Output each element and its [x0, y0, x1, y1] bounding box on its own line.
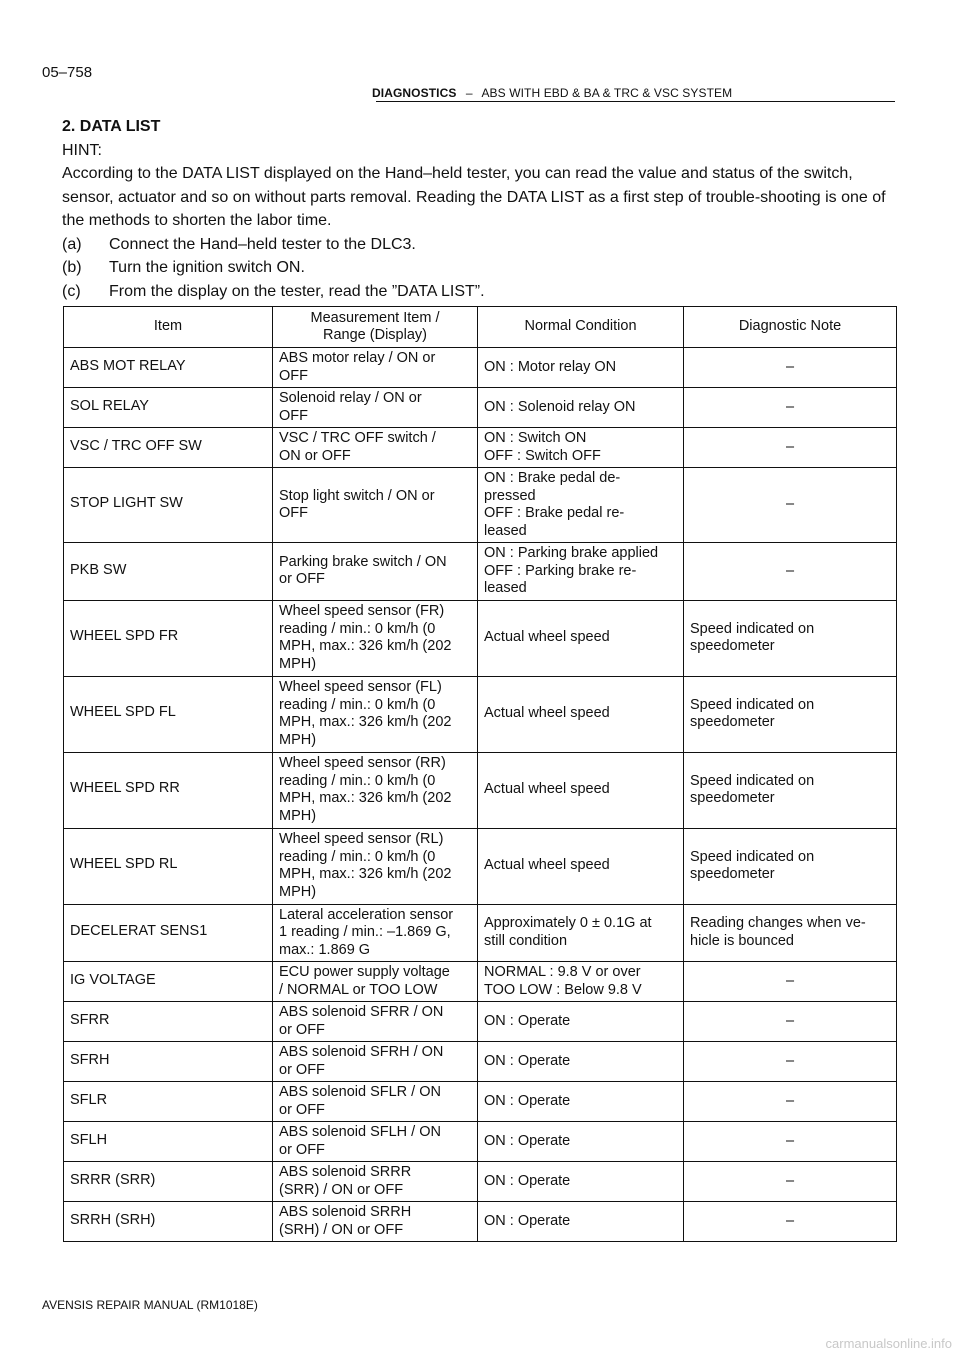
- row-item: IG VOLTAGE: [64, 962, 273, 1002]
- header-section: DIAGNOSTICS: [372, 86, 457, 100]
- row-measurement: ABS solenoid SRRH (SRH) / ON or OFF: [273, 1202, 478, 1242]
- row-diagnostic-note: –: [684, 1082, 897, 1122]
- row-normal-condition: ON : Solenoid relay ON: [478, 388, 684, 428]
- row-diagnostic-note: –: [684, 1002, 897, 1042]
- table-row: [64, 962, 897, 1002]
- row-item: DECELERAT SENS1: [64, 904, 273, 962]
- hint-text: According to the DATA LIST displayed on the Hand–held tester, you can read the value and status of the switch, sensor, actuator and so on without parts removal. Reading the DATA LIST as a first step of trouble-shooting is one of the methods to shorten the labor time.: [62, 165, 886, 229]
- table-row: [64, 676, 897, 752]
- row-measurement: VSC / TRC OFF switch / ON or OFF: [273, 428, 478, 468]
- header-diagnostic-note: Diagnostic Note: [684, 307, 897, 348]
- row-normal-condition: ON : Brake pedal de- pressed OFF : Brake pedal re- leased: [478, 468, 684, 543]
- running-header: [372, 86, 732, 100]
- table-row: [64, 428, 897, 468]
- content: [62, 115, 896, 303]
- row-measurement: Stop light switch / ON or OFF: [273, 468, 478, 543]
- table-row: [64, 752, 897, 828]
- row-measurement: Wheel speed sensor (FR) reading / min.: 0 km/h (0 MPH, max.: 326 km/h (202 MPH): [273, 600, 478, 676]
- row-normal-condition: Actual wheel speed: [478, 752, 684, 828]
- row-item: WHEEL SPD FR: [64, 600, 273, 676]
- row-normal-condition: Actual wheel speed: [478, 828, 684, 904]
- row-item: SFLR: [64, 1082, 273, 1122]
- row-item: STOP LIGHT SW: [64, 468, 273, 543]
- row-diagnostic-note: –: [684, 1202, 897, 1242]
- row-normal-condition: ON : Operate: [478, 1202, 684, 1242]
- row-diagnostic-note: Reading changes when ve- hicle is bounced: [684, 904, 897, 962]
- row-measurement: Parking brake switch / ON or OFF: [273, 543, 478, 601]
- table-row: [64, 468, 897, 543]
- row-item: WHEEL SPD RL: [64, 828, 273, 904]
- row-diagnostic-note: –: [684, 428, 897, 468]
- row-measurement: Solenoid relay / ON or OFF: [273, 388, 478, 428]
- header-rule: [376, 101, 895, 102]
- row-measurement: ABS solenoid SFRH / ON or OFF: [273, 1042, 478, 1082]
- table-row: [64, 1042, 897, 1082]
- row-measurement: Wheel speed sensor (FL) reading / min.: 0 km/h (0 MPH, max.: 326 km/h (202 MPH): [273, 676, 478, 752]
- row-normal-condition: ON : Parking brake applied OFF : Parking brake re- leased: [478, 543, 684, 601]
- row-measurement: ABS solenoid SFRR / ON or OFF: [273, 1002, 478, 1042]
- header-item: Item: [64, 307, 273, 348]
- row-normal-condition: ON : Operate: [478, 1082, 684, 1122]
- row-item: VSC / TRC OFF SW: [64, 428, 273, 468]
- row-measurement: ABS solenoid SFLR / ON or OFF: [273, 1082, 478, 1122]
- header-separator: –: [465, 86, 473, 100]
- table-row: [64, 1082, 897, 1122]
- row-measurement: ABS solenoid SFLH / ON or OFF: [273, 1122, 478, 1162]
- row-item: SRRH (SRH): [64, 1202, 273, 1242]
- row-diagnostic-note: Speed indicated on speedometer: [684, 600, 897, 676]
- row-diagnostic-note: Speed indicated on speedometer: [684, 752, 897, 828]
- row-diagnostic-note: Speed indicated on speedometer: [684, 828, 897, 904]
- table-row: [64, 828, 897, 904]
- row-item: SRRR (SRR): [64, 1162, 273, 1202]
- table-row: [64, 543, 897, 601]
- step-label: (a): [62, 235, 82, 253]
- step-text: Turn the ignition switch ON.: [109, 259, 305, 276]
- step-b: [62, 256, 896, 280]
- table-header-row: [64, 307, 897, 348]
- row-measurement: ECU power supply voltage / NORMAL or TOO LOW: [273, 962, 478, 1002]
- row-diagnostic-note: –: [684, 468, 897, 543]
- row-item: SFRR: [64, 1002, 273, 1042]
- row-normal-condition: Approximately 0 ± 0.1G at still condition: [478, 904, 684, 962]
- table-row: [64, 600, 897, 676]
- data-list-table: [63, 306, 897, 1242]
- row-diagnostic-note: –: [684, 962, 897, 1002]
- row-measurement: Wheel speed sensor (RL) reading / min.: 0 km/h (0 MPH, max.: 326 km/h (202 MPH): [273, 828, 478, 904]
- table-row: [64, 1122, 897, 1162]
- step-a: [62, 233, 896, 257]
- footer-manual: AVENSIS REPAIR MANUAL (RM1018E): [42, 1298, 258, 1312]
- row-diagnostic-note: Speed indicated on speedometer: [684, 676, 897, 752]
- table-row: [64, 904, 897, 962]
- table-row: [64, 1202, 897, 1242]
- table-row: [64, 348, 897, 388]
- table-row: [64, 388, 897, 428]
- row-item: PKB SW: [64, 543, 273, 601]
- section-title: 2. DATA LIST: [62, 118, 161, 135]
- step-c: [62, 280, 896, 304]
- page-number: 05–758: [42, 64, 93, 81]
- row-item: ABS MOT RELAY: [64, 348, 273, 388]
- row-item: WHEEL SPD RR: [64, 752, 273, 828]
- row-normal-condition: NORMAL : 9.8 V or over TOO LOW : Below 9.8 V: [478, 962, 684, 1002]
- row-diagnostic-note: –: [684, 1162, 897, 1202]
- table-row: [64, 1162, 897, 1202]
- row-diagnostic-note: –: [684, 1122, 897, 1162]
- row-measurement: ABS solenoid SRRR (SRR) / ON or OFF: [273, 1162, 478, 1202]
- step-label: (b): [62, 259, 82, 276]
- row-normal-condition: Actual wheel speed: [478, 600, 684, 676]
- row-item: SOL RELAY: [64, 388, 273, 428]
- row-normal-condition: ON : Operate: [478, 1162, 684, 1202]
- row-measurement: ABS motor relay / ON or OFF: [273, 348, 478, 388]
- row-normal-condition: ON : Operate: [478, 1122, 684, 1162]
- header-system: ABS WITH EBD & BA & TRC & VSC SYSTEM: [481, 86, 733, 100]
- watermark: carmanualsonline.info: [825, 1336, 952, 1351]
- row-diagnostic-note: –: [684, 348, 897, 388]
- row-normal-condition: ON : Switch ON OFF : Switch OFF: [478, 428, 684, 468]
- row-measurement: Wheel speed sensor (RR) reading / min.: 0 km/h (0 MPH, max.: 326 km/h (202 MPH): [273, 752, 478, 828]
- row-normal-condition: ON : Operate: [478, 1042, 684, 1082]
- header-measurement: Measurement Item / Range (Display): [273, 307, 478, 348]
- step-text: From the display on the tester, read the ”DATA LIST”.: [109, 282, 485, 300]
- row-item: SFLH: [64, 1122, 273, 1162]
- row-normal-condition: ON : Motor relay ON: [478, 348, 684, 388]
- step-label: (c): [62, 282, 81, 300]
- row-diagnostic-note: –: [684, 388, 897, 428]
- row-normal-condition: Actual wheel speed: [478, 676, 684, 752]
- row-measurement: Lateral acceleration sensor 1 reading / min.: –1.869 G, max.: 1.869 G: [273, 904, 478, 962]
- row-item: WHEEL SPD FL: [64, 676, 273, 752]
- row-diagnostic-note: –: [684, 543, 897, 601]
- row-normal-condition: ON : Operate: [478, 1002, 684, 1042]
- table-row: [64, 1002, 897, 1042]
- row-diagnostic-note: –: [684, 1042, 897, 1082]
- header-normal-condition: Normal Condition: [478, 307, 684, 348]
- row-item: SFRH: [64, 1042, 273, 1082]
- hint-label: HINT:: [62, 141, 102, 159]
- step-text: Connect the Hand–held tester to the DLC3.: [109, 235, 416, 253]
